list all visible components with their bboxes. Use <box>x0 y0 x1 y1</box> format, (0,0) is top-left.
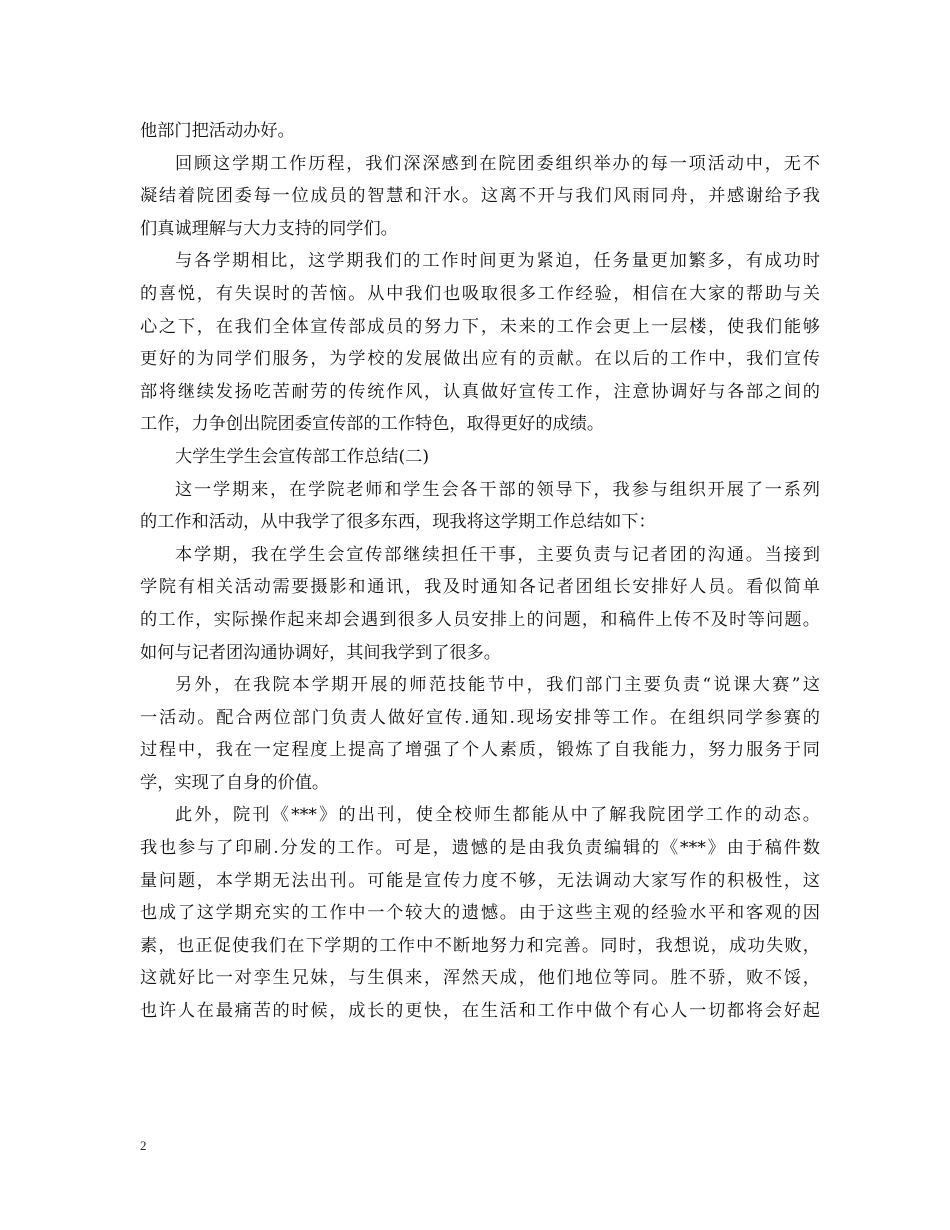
text-line: 学，实现了自身的价值。 <box>140 772 330 793</box>
text-line: 与各学期相比，这学期我们的工作时间更为紧迫，任务量更加繁多，有成功时 <box>175 251 820 272</box>
text-line: 学院有相关活动需要摄影和通讯，我及时通知各记者团组长安排好人员。看似简单 <box>140 577 820 598</box>
text-line: 的工作，实际操作起来却会遇到很多人员安排上的问题，和稿件上传不及时等问题。 <box>140 609 820 630</box>
text-line: 大学生学生会宣传部工作总结(二) <box>175 446 430 467</box>
text-line: 这就好比一对孪生兄妹，与生俱来，浑然天成，他们地位等同。胜不骄，败不馁， <box>140 968 820 989</box>
text-line: 部将继续发扬吃苦耐劳的传统作风，认真做好宣传工作，注意协调好与各部之间的 <box>140 381 820 402</box>
text-line: 心之下，在我们全体宣传部成员的努力下，未来的工作会更上一层楼，使我们能够 <box>140 316 820 337</box>
text-line: 本学期，我在学生会宣传部继续担任干事，主要负责与记者团的沟通。当接到 <box>175 544 820 565</box>
text-line: 的喜悦，有失误时的苦恼。从中我们也吸取很多工作经验，相信在大家的帮助与关 <box>140 283 820 304</box>
text-line: 此外，院刊《***》的出刊，使全校师生都能从中了解我院团学工作的动态。 <box>175 805 820 826</box>
text-line: 过程中，我在一定程度上提高了增强了个人素质，锻炼了自我能力，努力服务于同 <box>140 740 820 761</box>
text-line: 们真诚理解与大力支持的同学们。 <box>140 218 398 239</box>
text-line: 如何与记者团沟通协调好，其间我学到了很多。 <box>140 642 501 663</box>
text-line: 也许人在最痛苦的时候，成长的更快，在生活和工作中做个有心人一切都将会好起 <box>140 1001 820 1022</box>
text-line: 更好的为同学们服务，为学校的发展做出应有的贡献。在以后的工作中，我们宣传 <box>140 349 820 370</box>
document-body <box>140 115 820 1028</box>
text-line: 工作，力争创出院团委宣传部的工作特色，取得更好的成绩。 <box>140 414 605 435</box>
text-line: 我也参与了印刷.分发的工作。可是，遗憾的是由我负责编辑的《***》由于稿件数 <box>140 838 820 859</box>
text-line: 这一学期来，在学院老师和学生会各干部的领导下，我参与组织开展了一系列 <box>175 479 820 500</box>
text-line: 凝结着院团委每一位成员的智慧和汗水。这离不开与我们风雨同舟，并感谢给予我 <box>140 186 820 207</box>
text-line: 量问题，本学期无法出刊。可能是宣传力度不够，无法调动大家写作的积极性，这 <box>140 870 820 891</box>
text-line: 的工作和活动，从中我学了很多东西，现我将这学期工作总结如下： <box>140 512 656 533</box>
text-line: 他部门把活动办好。 <box>140 121 295 141</box>
text-line: 素，也正促使我们在下学期的工作中不断地努力和完善。同时，我想说，成功失败， <box>140 935 820 956</box>
text-line: 也成了这学期充实的工作中一个较大的遗憾。由于这些主观的经验水平和客观的因 <box>140 903 820 924</box>
text-line: 回顾这学期工作历程，我们深深感到在院团委组织举办的每一项活动中，无不 <box>175 153 820 174</box>
text-line: 一活动。配合两位部门负责人做好宣传.通知.现场安排等工作。在组织同学参赛的 <box>140 707 820 728</box>
text-line: 另外，在我院本学期开展的师范技能节中，我们部门主要负责“说课大赛”这 <box>175 675 820 696</box>
page-number: 2 <box>140 1138 147 1153</box>
